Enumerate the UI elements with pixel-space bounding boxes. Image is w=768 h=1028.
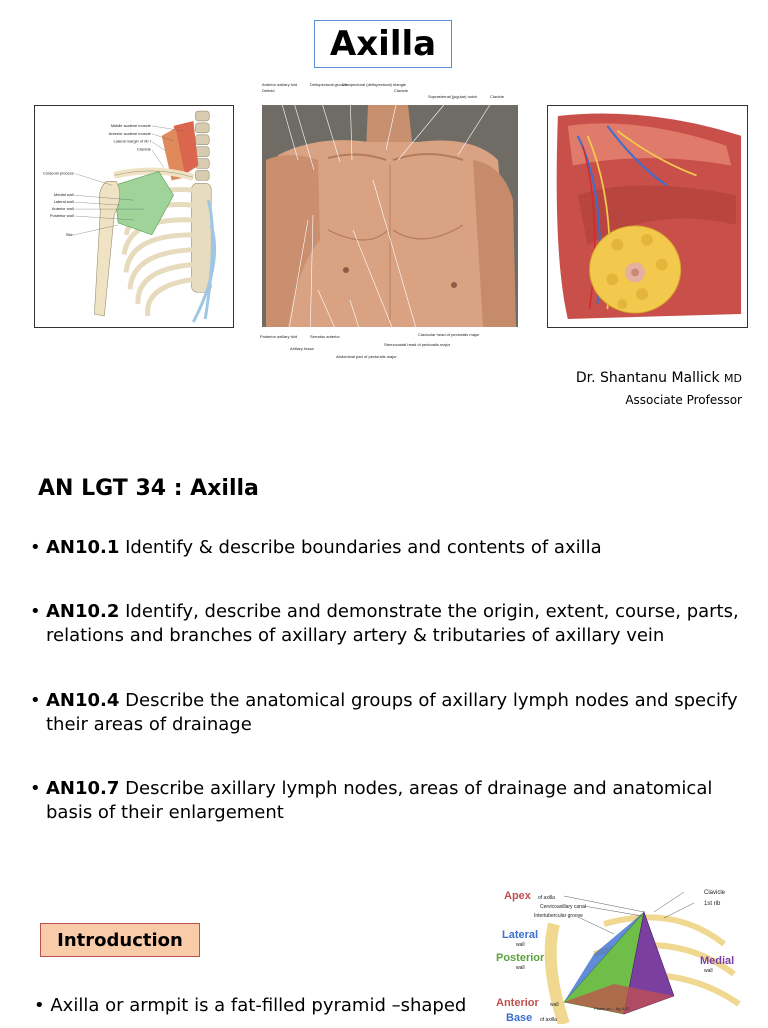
bullet: • bbox=[34, 995, 45, 1016]
torso-label: Sternocostal head of pectoralis major bbox=[384, 342, 451, 347]
objective-text: Identify, describe and demonstrate the origin, extent, course, parts, relations and branches of axillary artery & tributaries of axillary vein bbox=[46, 601, 739, 646]
objective-code: AN10.7 bbox=[46, 778, 120, 799]
pyramid-apex-label: Apex bbox=[504, 890, 531, 902]
skeleton-label: Coracoid process bbox=[42, 170, 74, 176]
skeleton-label: Posterior wall bbox=[49, 212, 74, 218]
pyramid-right-label: 1st rib bbox=[704, 901, 721, 907]
pyramid-base-sub: of axilla bbox=[540, 1017, 557, 1023]
objective-code: AN10.2 bbox=[46, 601, 120, 622]
torso-label: Clavicle bbox=[490, 94, 505, 99]
objective-text: Identify & describe boundaries and contents of axilla bbox=[119, 537, 602, 558]
pyramid-posterior-label: Posterior bbox=[496, 952, 545, 964]
slide-title: Axilla bbox=[314, 20, 452, 68]
torso-figure bbox=[258, 80, 520, 365]
objective-text: Describe the anatomical groups of axillary lymph nodes and specify their areas of drainage bbox=[46, 690, 738, 735]
objective-code: AN10.4 bbox=[46, 690, 120, 711]
torso-label: Deltopectoral groove bbox=[310, 82, 347, 87]
pyramid-left-label: Cervicoaxillary canal bbox=[540, 904, 586, 910]
objective-item bbox=[30, 777, 742, 825]
author-role: Associate Professor bbox=[625, 393, 742, 407]
pyramid-apex-sub: of axilla bbox=[538, 895, 555, 901]
skeleton-label: Anterior scalene muscle bbox=[108, 130, 151, 136]
pyramid-illustration bbox=[494, 884, 746, 1024]
objective-item bbox=[30, 600, 742, 648]
skeleton-label: Lateral margin of rib I bbox=[113, 138, 151, 144]
bullet: • bbox=[30, 601, 41, 622]
objective-item bbox=[30, 689, 742, 737]
torso-label: Clavicular head of pectoralis major bbox=[418, 332, 480, 337]
pyramid-lateral-label: Lateral bbox=[502, 929, 539, 941]
pyramid-anterior-sub: wall bbox=[550, 1002, 559, 1008]
bullet: • bbox=[30, 778, 41, 799]
torso-label: Clavicle bbox=[394, 88, 409, 93]
skeleton-label: Anterior wall bbox=[51, 206, 74, 212]
torso-label: Serratus anterior bbox=[310, 334, 340, 339]
torso-label: Anterior axillary fold bbox=[262, 82, 298, 87]
bullet: • bbox=[30, 537, 41, 558]
skeleton-label: Clavicle bbox=[136, 146, 151, 152]
skeleton-label: Lateral wall bbox=[53, 199, 74, 205]
objective-code: AN10.1 bbox=[46, 537, 120, 558]
torso-label: Posterior axillary fold bbox=[260, 334, 298, 339]
skeleton-label: Middle scalene muscle bbox=[110, 122, 151, 128]
author-name-line bbox=[576, 370, 742, 386]
torso-label: Clavipectoral (deltopectoral) triangle bbox=[342, 82, 407, 87]
intro-text: Axilla or armpit is a fat-filled pyramid –shaped bbox=[50, 995, 467, 1016]
torso-label: Suprasternal (jugular) notch bbox=[428, 94, 478, 99]
dissection-figure bbox=[547, 105, 748, 328]
author-block bbox=[576, 370, 742, 407]
skeleton-label: Skin bbox=[65, 231, 74, 237]
pyramid-base-label: Base bbox=[506, 1012, 533, 1024]
introduction-heading: Introduction bbox=[40, 923, 200, 957]
author-degree: MD bbox=[724, 372, 742, 385]
pyramid-lateral-sub: wall bbox=[516, 942, 525, 948]
bullet: • bbox=[30, 690, 41, 711]
torso-label: Abdominal part of pectoralis major bbox=[336, 354, 397, 359]
torso-label: Deltoid bbox=[262, 88, 275, 93]
pyramid-posterior-sub: wall bbox=[516, 965, 525, 971]
skeleton-label: Medial wall bbox=[54, 192, 74, 198]
lecture-title: AN LGT 34 : Axilla bbox=[38, 476, 259, 501]
intro-paragraph bbox=[34, 994, 474, 1018]
torso-label: Axillary fossa bbox=[290, 346, 314, 351]
objective-item bbox=[30, 536, 742, 560]
torso-illustration bbox=[258, 80, 520, 365]
skeleton-illustration bbox=[35, 106, 233, 327]
pyramid-right-label: Clavicle bbox=[704, 890, 726, 896]
pyramid-left-label: Intertubercular groove bbox=[534, 913, 583, 919]
pyramid-reference: Plates on ... fig 4.37 bbox=[594, 1006, 630, 1011]
author-name: Dr. Shantanu Mallick bbox=[575, 370, 720, 386]
pyramid-figure bbox=[494, 884, 746, 1024]
pyramid-anterior-label: Anterior bbox=[496, 997, 539, 1009]
dissection-illustration bbox=[548, 106, 747, 327]
pyramid-medial-label: Medial bbox=[700, 955, 735, 967]
skeleton-figure bbox=[34, 105, 234, 328]
pyramid-medial-sub: wall bbox=[704, 968, 713, 974]
objective-text: Describe axillary lymph nodes, areas of drainage and anatomical basis of their enlargement bbox=[46, 778, 713, 823]
